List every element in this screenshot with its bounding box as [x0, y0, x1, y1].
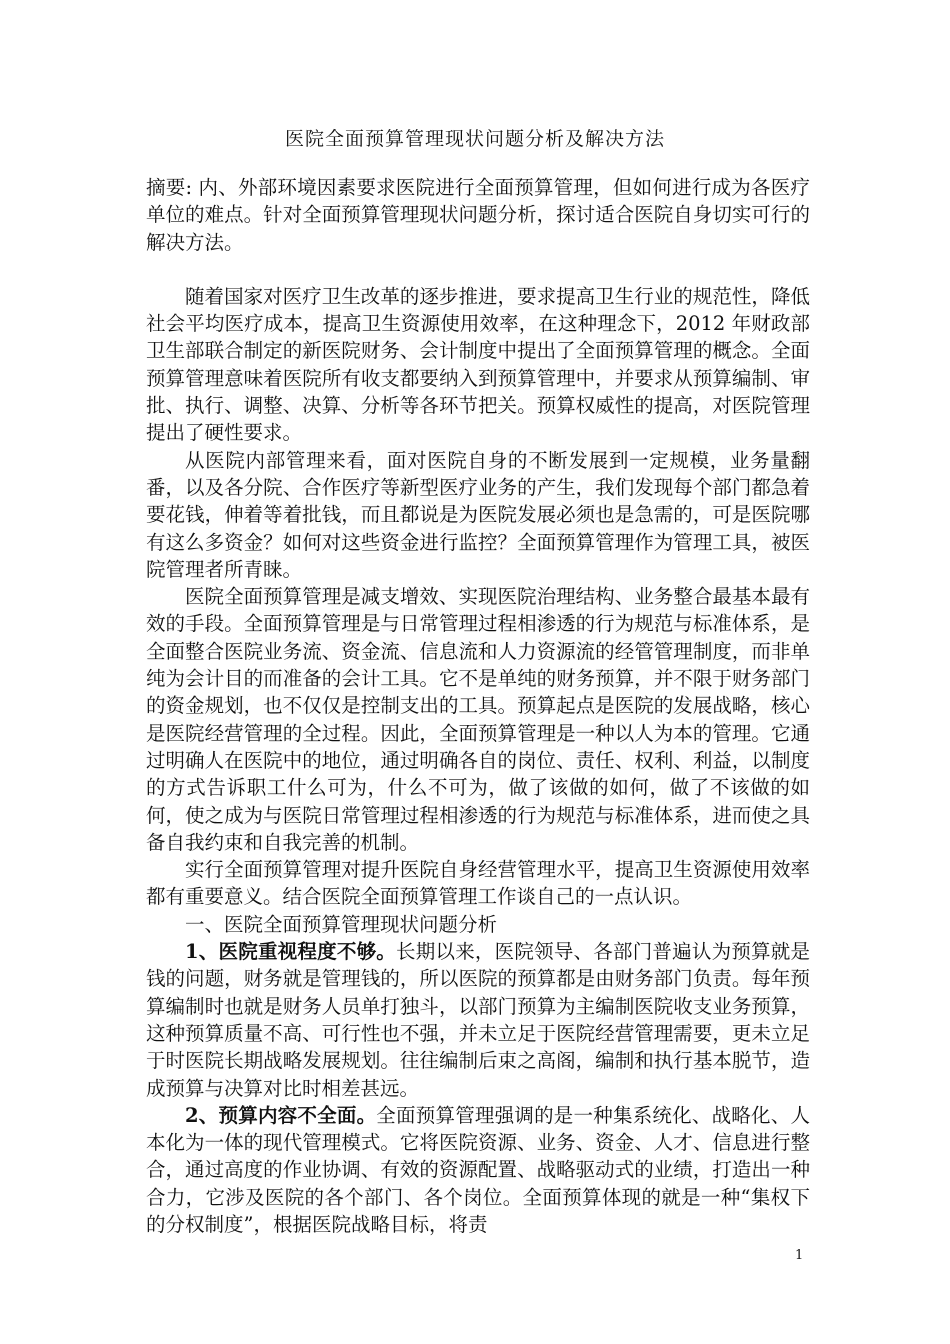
abstract-paragraph: 摘要: 内、外部环境因素要求医院进行全面预算管理，但如何进行成为各医疗单位的难点。针对全面预算管理现状问题分析，探讨适合医院自身切实可行的解决方法。 — [146, 176, 810, 254]
document-title: 医院全面预算管理现状问题分析及解决方法 — [284, 128, 665, 150]
page-number: 1 — [795, 1248, 804, 1263]
body-paragraph: 从医院内部管理来看，面对医院自身的不断发展到一定规模，业务量翻番，以及各分院、合作医疗等新型医疗业务的产生，我们发现每个部门都急着要花钱，伸着等着批钱，而且都说是为医院发展必须也是急需的，可是医院哪有这么多资金？如何对这些资金进行监控？全面预算管理作为管理工具，被医院管理者所青睐。 — [146, 448, 810, 581]
body-paragraph: 医院全面预算管理是减支增效、实现医院治理结构、业务整合最基本最有效的手段。全面预算管理是与日常管理过程相渗透的行为规范与标准体系，是全面整合医院业务流、资金流、信息流和人力资源流的经管管理制度，而非单纯为会计目的而准备的会计工具。它不是单纯的财务预算，并不限于财务部门的资金规划，也不仅仅是控制支出的工具。预算起点是医院的发展战略，核心是医院经营管理的全过程。因此，全面预算管理是一种以人为本的管理。它通过明确人在医院中的地位，通过明确各自的岗位、责任、权利、利益，以制度的方式告诉职工什么可为，什么不可为，做了该做的如何，做了不该做的如何，使之成为与医院日常管理过程相渗透的行为规范与标准体系，进而使之具备自我约束和自我完善的机制。 — [146, 585, 810, 854]
problem-point-2 — [146, 1102, 810, 1238]
problem-point-1 — [146, 938, 810, 1102]
problem-point-1-text: 长期以来，医院领导、各部门普遍认为预算就是钱的问题，财务就是管理钱的，所以医院的预算都是由财务部门负责。每年预算编制时也就是财务人员单打独斗，以部门预算为主编制医院收支业务预算，这种预算质量不高、可行性也不强，并未立足于医院经营管理需要，更未立足于时医院长期战略发展规划。往往编制后束之高阁，编制和执行基本脱节，造成预算与决算对比时相差甚远。 — [146, 940, 810, 1100]
problem-point-2-lead: 2、预算内容不全面。 — [185, 1103, 377, 1127]
problem-point-2-text: 全面预算管理强调的是一种集系统化、战略化、人本化为一体的现代管理模式。它将医院资源、业务、资金、人才、信息进行整合，通过高度的作业协调、有效的资源配置、战略驱动式的业绩，打造出一种合力，它涉及医院的各个部门、各个岗位。全面预算体现的就是一种“集权下的分权制度”，根据医院战略目标，将责 — [146, 1103, 810, 1236]
problem-point-1-lead: 1、医院重视程度不够。 — [185, 940, 397, 964]
document-body — [146, 174, 810, 1238]
body-paragraph: 随着国家对医疗卫生改革的逐步推进，要求提高卫生行业的规范性，降低社会平均医疗成本，提高卫生资源使用效率，在这种理念下，2012 年财政部卫生部联合制定的新医院财务、会计制度中提出了全面预算管理的概念。全面预算管理意味着医院所有收支都要纳入到预算管理中，并要求从预算编制、审批、执行、调整、决算、分析等各环节把关。预算权威性的提高，对医院管理提出了硬性要求。 — [146, 284, 810, 445]
section-heading: 一、医院全面预算管理现状问题分析 — [185, 912, 498, 936]
body-paragraph: 实行全面预算管理对提升医院自身经营管理水平，提高卫生资源使用效率都有重要意义。结合医院全面预算管理工作谈自己的一点认识。 — [146, 858, 810, 909]
